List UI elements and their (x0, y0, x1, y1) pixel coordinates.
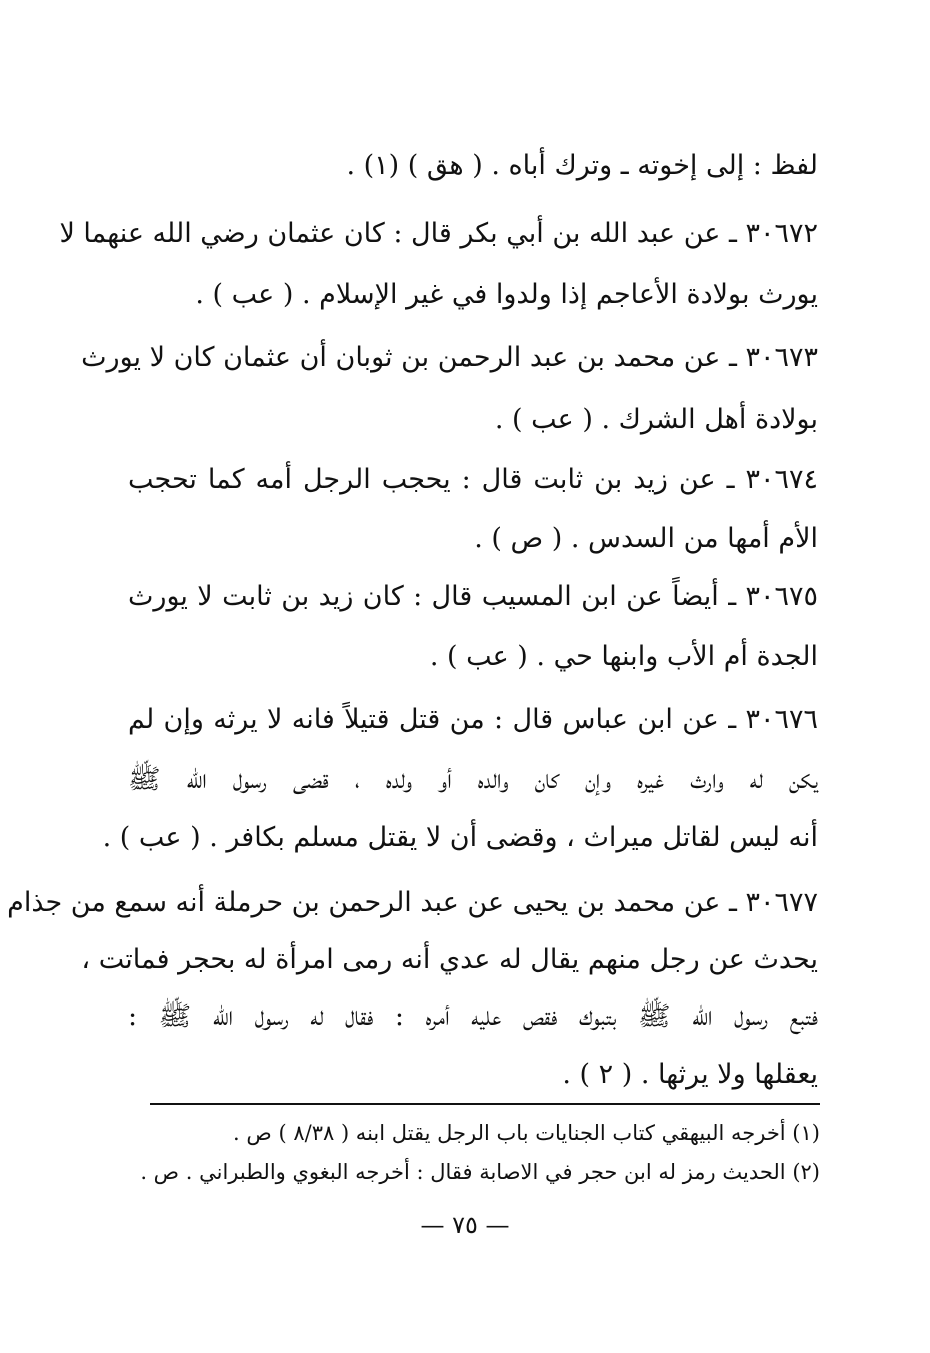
hadith-30676-line: ٣٠٦٧٦ ـ عن ابن عباس قال : من قتل قتيلاً فانه لا يرثه وإن لم (128, 704, 818, 735)
hadith-30673-line: ٣٠٦٧٣ ـ عن محمد بن عبد الرحمن بن ثوبان أن عثمان كان لا يورث (81, 342, 818, 373)
hadith-30673-line: بولادة أهل الشرك . ( عب ) . (494, 404, 818, 435)
hadith-30672-line: ٣٠٦٧٢ ـ عن عبد الله بن أبي بكر قال : كان عثمان رضي الله عنهما لا (59, 218, 818, 249)
hadith-30675-line: الجدة أم الأب وابنها حي . ( عب ) . (429, 641, 818, 672)
hadith-30677-line: ٣٠٦٧٧ ـ عن محمد بن يحيى عن عبد الرحمن بن حرملة أنه سمع من جذام (7, 887, 818, 918)
hadith-30674-line: الأم أمها من السدس . ( ص ) . (474, 523, 818, 554)
text-line: لفظ : إلى إخوته ـ وترك أباه . ( هق ) (١) . (346, 150, 818, 181)
hadith-30674-line: ٣٠٦٧٤ ـ عن زيد بن ثابت قال : يحجب الرجل أمه كما تحجب (128, 464, 818, 495)
hadith-30677-line: فتبع رسول الله ﷺ بتبوك فقص عليه أمره : فقال له رسول الله ﷺ : (128, 1001, 818, 1032)
hadith-30676-line: أنه ليس لقاتل ميراث ، وقضى أن لا يقتل مسلم بكافر . ( عب ) . (102, 822, 818, 853)
hadith-30677-line: يحدث عن رجل منهم يقال له عدي أنه رمى امرأة له بحجر فماتت ، (81, 944, 818, 975)
footnote-1: (١) أخرجه البيهقي كتاب الجنايات باب الرجل يقتل ابنه ( ٨/٣٨ ) ص . (233, 1121, 820, 1145)
hadith-30677-line: يعقلها ولا يرثها . ( ٢ ) . (562, 1059, 818, 1090)
page-number: — ٧٥ — (420, 1211, 510, 1239)
footnote-2: (٢) الحديث رمز له ابن حجر في الاصابة فقال : أخرجه البغوي والطبراني . ص . (140, 1160, 820, 1184)
hadith-30675-line: ٣٠٦٧٥ ـ أيضاً عن ابن المسيب قال : كان زيد بن ثابت لا يورث (128, 581, 818, 612)
hadith-30672-line: يورث بولادة الأعاجم إذا ولدوا في غير الإسلام . ( عب ) . (195, 279, 818, 310)
hadith-30676-line: يكن له وارث غيره وإن كان والده أو ولده ، قضى رسول الله ﷺ (128, 764, 818, 795)
footnote-separator (150, 1103, 820, 1105)
